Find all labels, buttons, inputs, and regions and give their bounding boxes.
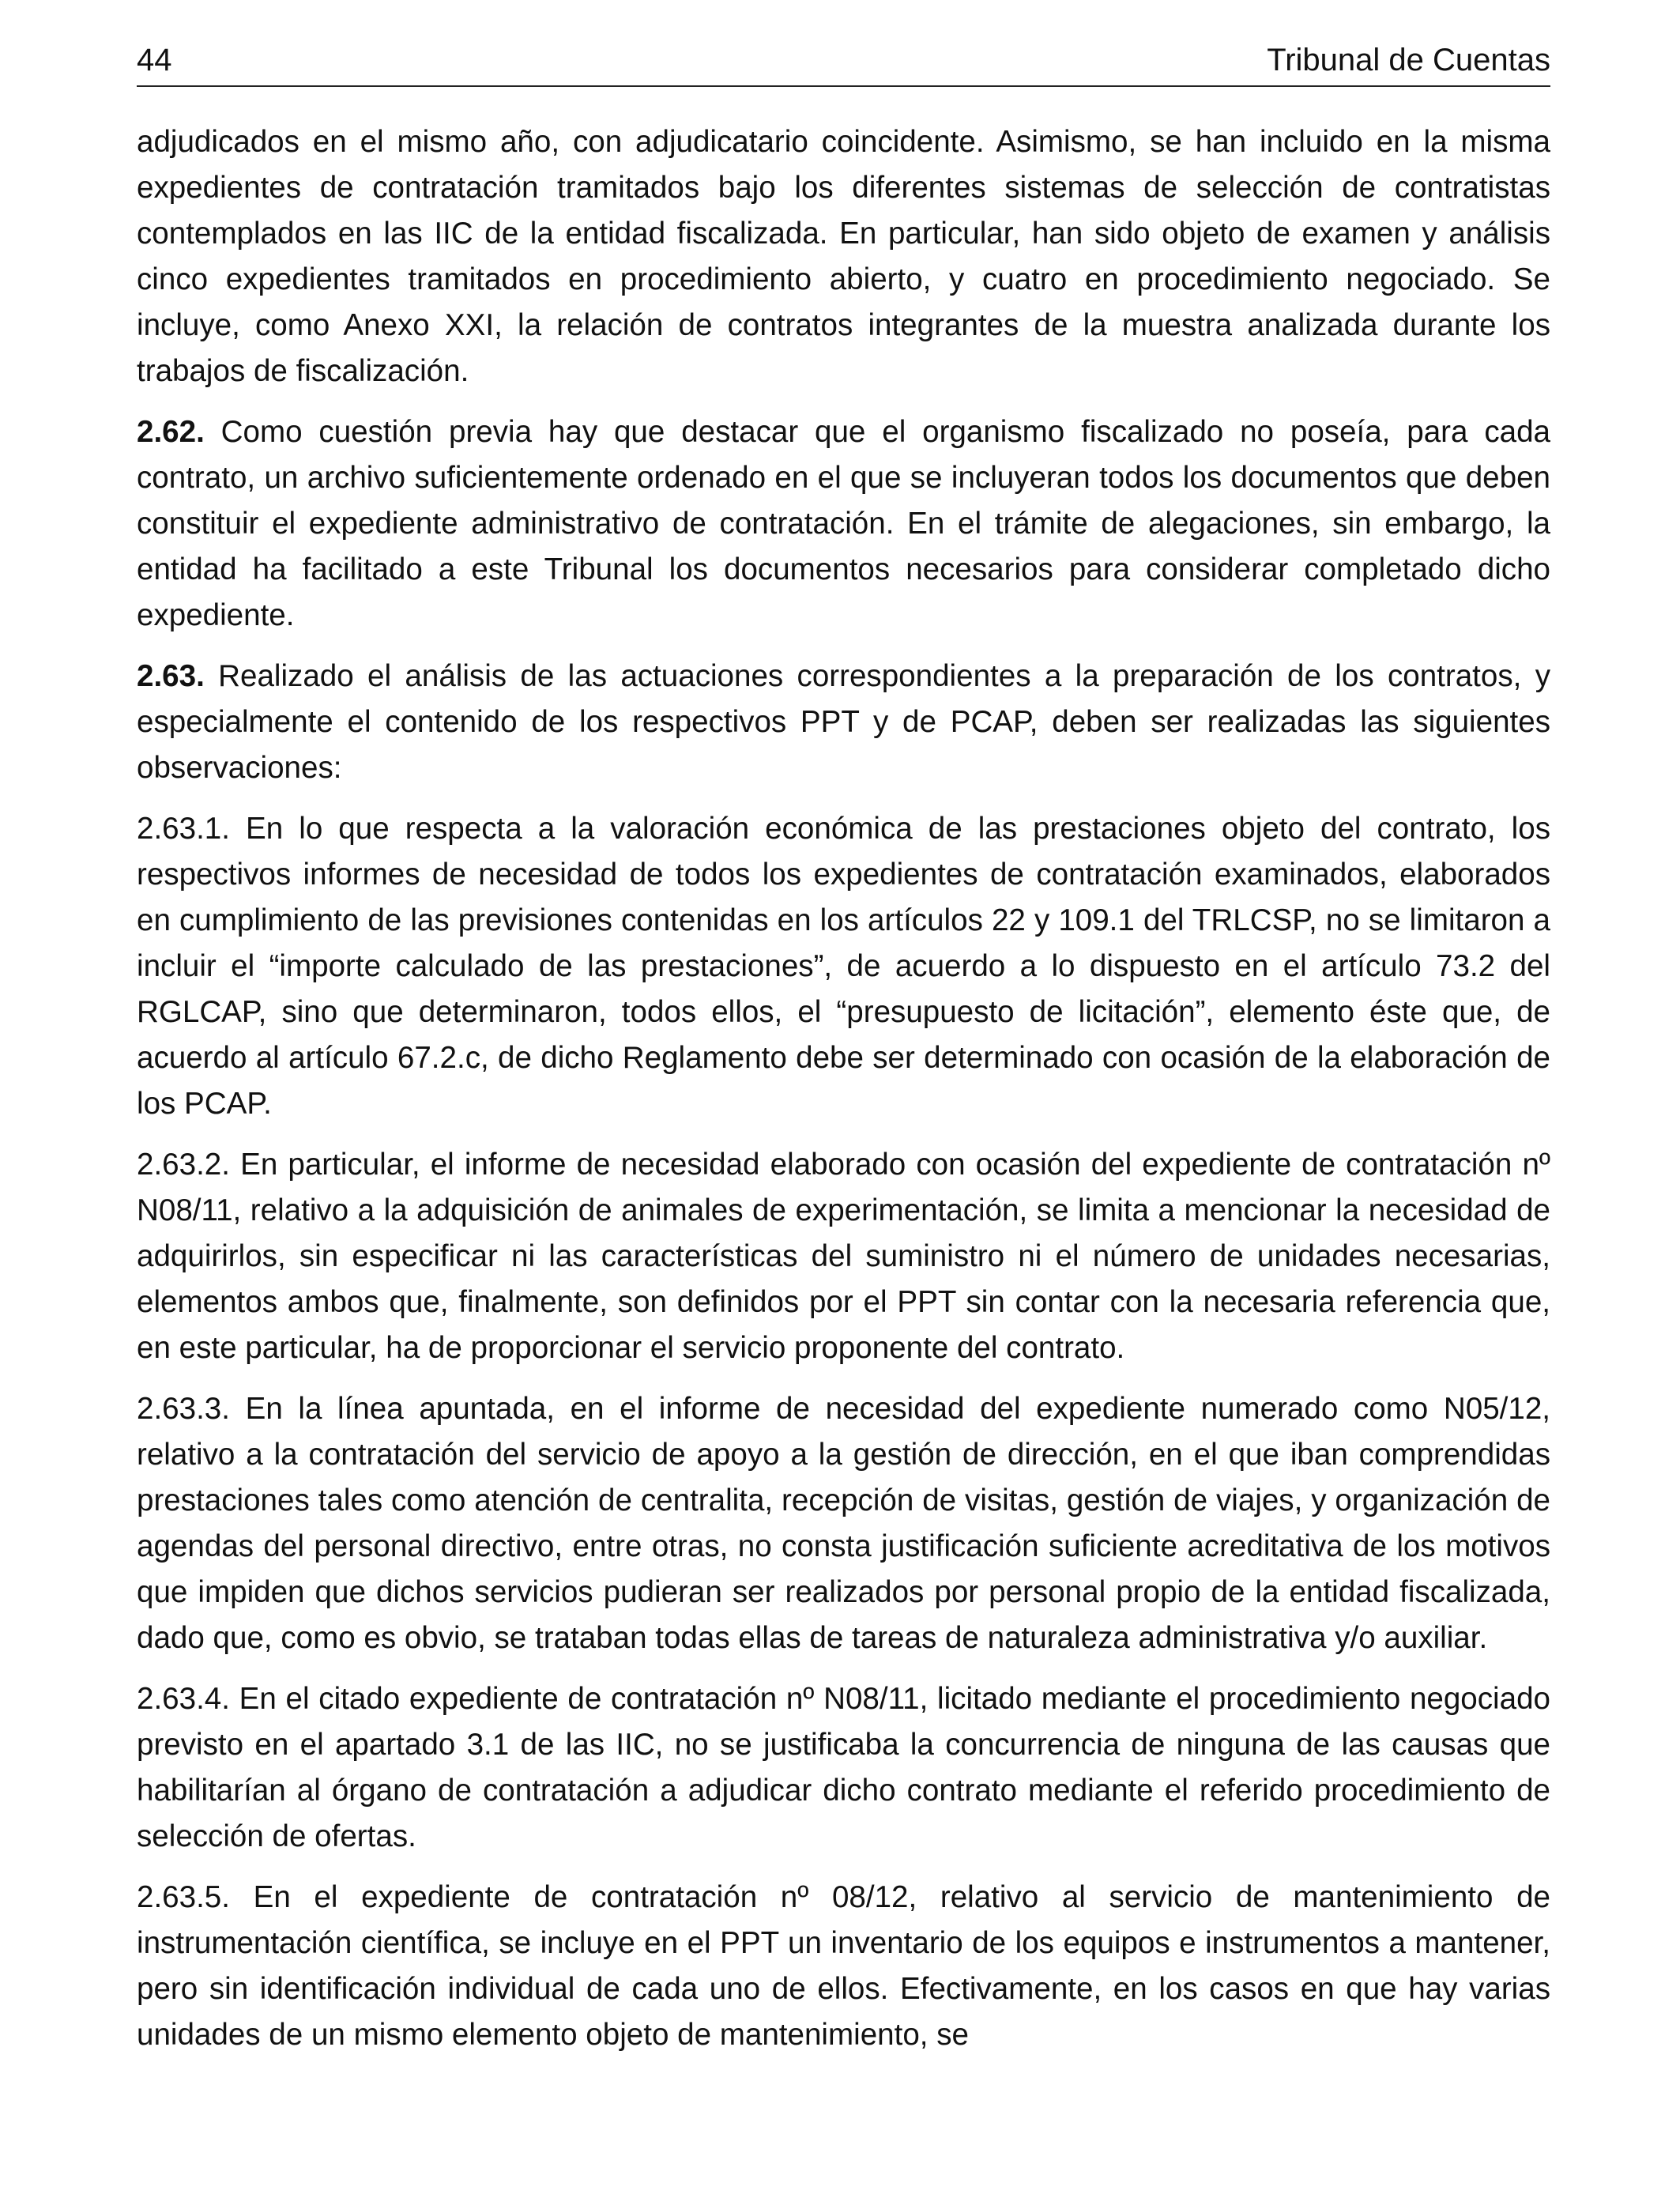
- paragraph: [137, 409, 1550, 639]
- paragraph-text: 2.63.5. En el expediente de contratación nº 08/12, relativo al servicio de mantenimiento de instrumentación científica, se incluye en el PPT un inventario de los equipos e instrumentos a mantener, pero sin identificación individual de cada uno de ellos. Efectivamente, en los casos en que hay varias unidades de un mismo elemento objeto de mantenimiento, se: [137, 1880, 1550, 2052]
- paragraph: [137, 1875, 1550, 2058]
- paragraph-text: 2.63.4. En el citado expediente de contratación nº N08/11, licitado mediante el procedimiento negociado previsto en el apartado 3.1 de las IIC, no se justificaba la concurrencia de ninguna de las causas que habilitarían al órgano de contratación a adjudicar dicho contrato mediante el referido procedimiento de selección de ofertas.: [137, 1682, 1550, 1853]
- paragraph-text: Como cuestión previa hay que destacar que el organismo fiscalizado no poseía, para cada contrato, un archivo suficientemente ordenado en el que se incluyeran todos los documentos que deben constituir el expediente administrativo de contratación. En el trámite de alegaciones, sin embargo, la entidad ha facilitado a este Tribunal los documentos necesarios para considerar completado dicho expediente.: [137, 415, 1550, 632]
- paragraph-text: adjudicados en el mismo año, con adjudicatario coincidente. Asimismo, se han incluido en la misma expedientes de contratación tramitados bajo los diferentes sistemas de selección de contratistas contemplados en las IIC de la entidad fiscalizada. En particular, han sido objeto de examen y análisis cinco expedientes tramitados en procedimiento abierto, y cuatro en procedimiento negociado. Se incluye, como Anexo XXI, la relación de contratos integrantes de la muestra analizada durante los trabajos de fiscalización.: [137, 125, 1550, 388]
- paragraph: [137, 119, 1550, 394]
- paragraph: [137, 806, 1550, 1127]
- paragraph-text: 2.63.2. En particular, el informe de necesidad elaborado con ocasión del expediente de contratación nº N08/11, relativo a la adquisición de animales de experimentación, se limita a mencionar la necesidad de adquirirlos, sin especificar ni las características del suministro ni el número de unidades necesarias, elementos ambos que, finalmente, son definidos por el PPT sin contar con la necesaria referencia que, en este particular, ha de proporcionar el servicio proponente del contrato.: [137, 1148, 1550, 1365]
- page-header: [137, 38, 1550, 87]
- running-title: Tribunal de Cuentas: [1267, 43, 1550, 77]
- paragraph-text: 2.63.3. En la línea apuntada, en el informe de necesidad del expediente numerado como N05/12, relativo a la contratación del servicio de apoyo a la gestión de dirección, en el que iban comprendidas prestaciones tales como atención de centralita, recepción de visitas, gestión de viajes, y organización de agendas del personal directivo, entre otras, no consta justificación suficiente acreditativa de los motivos que impiden que dichos servicios pudieran ser realizados por personal propio de la entidad fiscalizada, dado que, como es obvio, se trataban todas ellas de tareas de naturaleza administrativa y/o auxiliar.: [137, 1392, 1550, 1655]
- paragraph: [137, 1386, 1550, 1661]
- paragraph-number: 2.62.: [137, 415, 205, 449]
- paragraph-text: 2.63.1. En lo que respecta a la valoración económica de las prestaciones objeto del contrato, los respectivos informes de necesidad de todos los expedientes de contratación examinados, elaborados en cumplimiento de las previsiones contenidas en los artículos 22 y 109.1 del TRLCSP, no se limitaron a incluir el “importe calculado de las prestaciones”, de acuerdo a lo dispuesto en el artículo 73.2 del RGLCAP, sino que determinaron, todos ellos, el “presupuesto de licitación”, elemento éste que, de acuerdo al artículo 67.2.c, de dicho Reglamento debe ser determinado con ocasión de la elaboración de los PCAP.: [137, 812, 1550, 1121]
- paragraph: [137, 1676, 1550, 1860]
- paragraph-number: 2.63.: [137, 659, 205, 693]
- paragraph: [137, 654, 1550, 791]
- body-text: [137, 119, 1550, 2073]
- paragraph: [137, 1142, 1550, 1371]
- paragraph-text: Realizado el análisis de las actuaciones correspondientes a la preparación de los contratos, y especialmente el contenido de los respectivos PPT y de PCAP, deben ser realizadas las siguientes observaciones:: [137, 659, 1550, 785]
- page-number: 44: [137, 43, 172, 77]
